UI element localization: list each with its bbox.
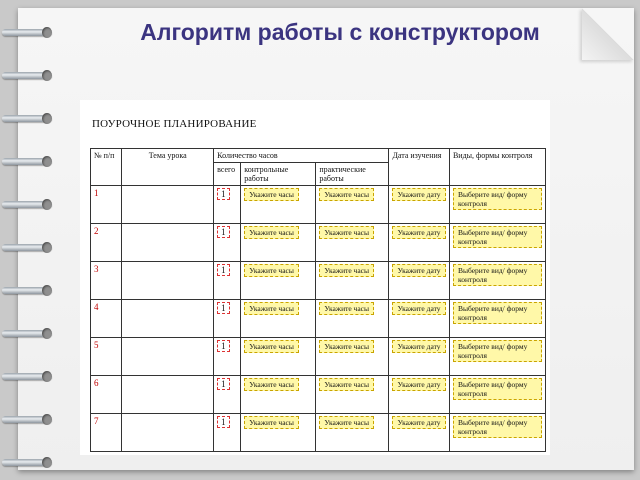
topic-cell[interactable]	[122, 376, 214, 414]
control-hours-field[interactable]: Укажите часы	[244, 226, 299, 239]
row-number: 3	[94, 264, 99, 274]
spiral-ring	[2, 26, 56, 40]
topic-cell[interactable]	[122, 224, 214, 262]
practical-hours-field[interactable]: Укажите часы	[319, 416, 374, 429]
row-number: 7	[94, 416, 99, 426]
row-number: 1	[94, 188, 99, 198]
table-row	[91, 224, 546, 262]
spiral-ring	[2, 370, 56, 384]
col-header-control-forms: Виды, формы контроля	[449, 149, 545, 186]
total-hours[interactable]: 1	[217, 226, 230, 238]
date-field[interactable]: Укажите дату	[392, 302, 445, 315]
total-hours[interactable]: 1	[217, 378, 230, 390]
slide-title: Алгоритм работы с конструктором	[140, 19, 540, 45]
col-header-control: контрольные работы	[241, 163, 316, 186]
table-row	[91, 376, 546, 414]
total-hours[interactable]: 1	[217, 188, 230, 200]
table-row	[91, 338, 546, 376]
col-header-hours: Количество часов	[214, 149, 389, 163]
control-hours-field[interactable]: Укажите часы	[244, 378, 299, 391]
document-heading: ПОУРОЧНОЕ ПЛАНИРОВАНИЕ	[92, 118, 257, 130]
spiral-ring	[2, 284, 56, 298]
spiral-ring	[2, 413, 56, 427]
practical-hours-field[interactable]: Укажите часы	[319, 340, 374, 353]
topic-cell[interactable]	[122, 300, 214, 338]
control-hours-field[interactable]: Укажите часы	[244, 264, 299, 277]
total-hours[interactable]: 1	[217, 340, 230, 352]
page-curl	[582, 8, 634, 60]
date-field[interactable]: Укажите дату	[392, 226, 445, 239]
control-hours-field[interactable]: Укажите часы	[244, 188, 299, 201]
col-header-practical: практические работы	[316, 163, 389, 186]
control-hours-field[interactable]: Укажите часы	[244, 416, 299, 429]
control-form-select[interactable]: Выберите вид/ форму контроля	[453, 378, 542, 400]
table-row	[91, 300, 546, 338]
topic-cell[interactable]	[122, 262, 214, 300]
lesson-plan-table	[90, 148, 546, 452]
control-hours-field[interactable]: Укажите часы	[244, 302, 299, 315]
control-hours-field[interactable]: Укажите часы	[244, 340, 299, 353]
date-field[interactable]: Укажите дату	[392, 264, 445, 277]
row-number: 5	[94, 340, 99, 350]
control-form-select[interactable]: Выберите вид/ форму контроля	[453, 264, 542, 286]
spiral-ring	[2, 327, 56, 341]
spiral-ring	[2, 155, 56, 169]
col-header-num: № п/п	[91, 149, 122, 186]
document-screenshot	[80, 100, 550, 455]
control-form-select[interactable]: Выберите вид/ форму контроля	[453, 416, 542, 438]
date-field[interactable]: Укажите дату	[392, 340, 445, 353]
topic-cell[interactable]	[122, 338, 214, 376]
practical-hours-field[interactable]: Укажите часы	[319, 302, 374, 315]
date-field[interactable]: Укажите дату	[392, 188, 445, 201]
col-header-topic: Тема урока	[122, 149, 214, 186]
practical-hours-field[interactable]: Укажите часы	[319, 378, 374, 391]
total-hours[interactable]: 1	[217, 416, 230, 428]
total-hours[interactable]: 1	[217, 264, 230, 276]
control-form-select[interactable]: Выберите вид/ форму контроля	[453, 226, 542, 248]
row-number: 2	[94, 226, 99, 236]
control-form-select[interactable]: Выберите вид/ форму контроля	[453, 188, 542, 210]
practical-hours-field[interactable]: Укажите часы	[319, 226, 374, 239]
spiral-ring	[2, 69, 56, 83]
topic-cell[interactable]	[122, 186, 214, 224]
col-header-date: Дата изучения	[389, 149, 450, 186]
row-number: 4	[94, 302, 99, 312]
row-number: 6	[94, 378, 99, 388]
topic-cell[interactable]	[122, 414, 214, 452]
table-row	[91, 414, 546, 452]
spiral-ring	[2, 198, 56, 212]
control-form-select[interactable]: Выберите вид/ форму контроля	[453, 340, 542, 362]
control-form-select[interactable]: Выберите вид/ форму контроля	[453, 302, 542, 324]
practical-hours-field[interactable]: Укажите часы	[319, 264, 374, 277]
table-row	[91, 262, 546, 300]
practical-hours-field[interactable]: Укажите часы	[319, 188, 374, 201]
total-hours[interactable]: 1	[217, 302, 230, 314]
date-field[interactable]: Укажите дату	[392, 416, 445, 429]
spiral-ring	[2, 241, 56, 255]
col-header-total: всего	[214, 163, 241, 186]
date-field[interactable]: Укажите дату	[392, 378, 445, 391]
spiral-ring	[2, 112, 56, 126]
spiral-ring	[2, 456, 56, 470]
table-row	[91, 186, 546, 224]
